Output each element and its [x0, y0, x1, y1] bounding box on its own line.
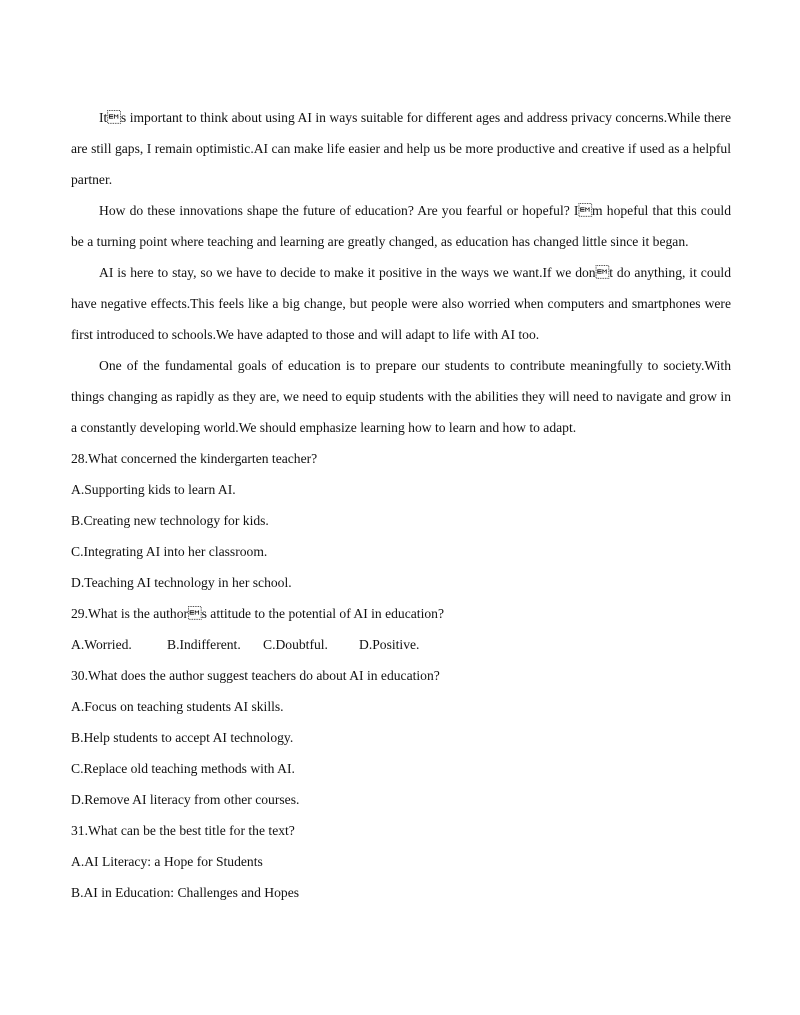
option-b: B.Help students to accept AI technology.: [71, 730, 294, 745]
option-a: A.Focus on teaching students AI skills.: [71, 699, 284, 714]
question-29: [71, 598, 731, 660]
option-d: D.Remove AI literacy from other courses.: [71, 792, 300, 807]
option-a: A.AI Literacy: a Hope for Students: [71, 854, 263, 869]
option-d: D.Positive.: [359, 637, 420, 652]
question-stem: 31.What can be the best title for the text?: [71, 823, 295, 838]
reading-passage: [71, 102, 731, 908]
option-c: C.Replace old teaching methods with AI.: [71, 761, 295, 776]
passage-paragraph-1: Its important to think about using AI in ways suitable for different ages and address privacy concerns.While there are still gaps, I remain optimistic.AI can make life easier and help us be more productive and creative if used as a helpful partner.: [71, 110, 731, 187]
option-c: C.Integrating AI into her classroom.: [71, 544, 268, 559]
option-c: C.Doubtful.: [263, 637, 328, 652]
question-stem: 28.What concerned the kindergarten teacher?: [71, 451, 318, 466]
options-row: [71, 629, 731, 660]
passage-paragraph-2: How do these innovations shape the future of education? Are you fearful or hopeful? Im hopeful that this could be a turning point where teaching and learning are greatly changed, as education has changed little since it began.: [71, 203, 731, 249]
passage-paragraph-4: One of the fundamental goals of education is to prepare our students to contribute meaningfully to society.With things changing as rapidly as they are, we need to equip students with the abilities they will need to navigate and grow in a constantly developing world.We should emphasize learning how to learn and how to adapt.: [71, 358, 731, 435]
option-b: B.AI in Education: Challenges and Hopes: [71, 885, 300, 900]
option-b: B.Indifferent.: [167, 637, 241, 652]
option-d: D.Teaching AI technology in her school.: [71, 575, 292, 590]
option-b: B.Creating new technology for kids.: [71, 513, 269, 528]
question-stem: 29.What is the authors attitude to the potential of AI in education?: [71, 606, 444, 621]
question-28: [71, 443, 731, 598]
question-30: [71, 660, 731, 815]
option-a: A.Worried.: [71, 637, 132, 652]
question-31: [71, 815, 731, 908]
question-stem: 30.What does the author suggest teachers do about AI in education?: [71, 668, 440, 683]
option-a: A.Supporting kids to learn AI.: [71, 482, 236, 497]
passage-paragraph-3: AI is here to stay, so we have to decide to make it positive in the ways we want.If we dont do anything, it could have negative effects.This feels like a big change, but people were also worried when computers and smartphones were first introduced to schools.We have adapted to those and will adapt to life with AI too.: [71, 265, 731, 342]
